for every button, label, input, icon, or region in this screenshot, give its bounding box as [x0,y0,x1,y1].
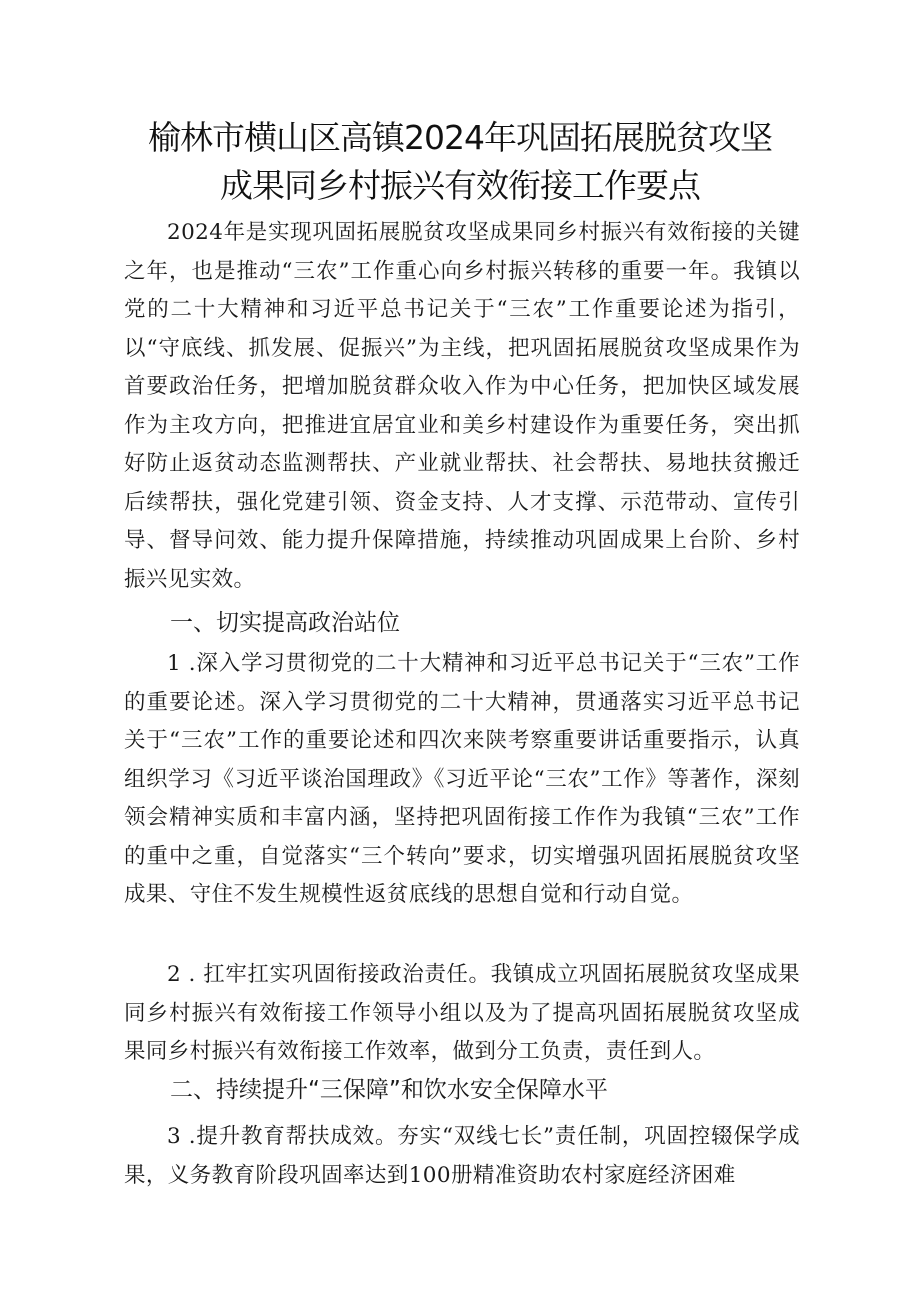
intro-paragraph: 2024年是实现巩固拓展脱贫攻坚成果同乡村振兴有效衔接的关键之年，也是推动“三农”工作重心向乡村振兴转移的重要一年。我镇以党的二十大精神和习近平总书记关于“三农”工作重要论述为指引，以“守底线、抓发展、促振兴”为主线，把巩固拓展脱贫攻坚成果作为首要政治任务，把增加脱贫群众收入作为中心任务，把加快区域发展作为主攻方向，把推进宜居宜业和美乡村建设作为重要任务，突出抓好防止返贫动态监测帮扶、产业就业帮扶、社会帮扶、易地扶贫搬迁后续帮扶，强化党建引领、资金支持、人才支撑、示范带动、宣传引导、督导问效、能力提升保障措施，持续推动巩固成果上台阶、乡村振兴见实效。 [124,220,800,592]
item-paragraph-3: 3 .提升教育帮扶成效。夯实“双线七长”责任制，巩固控辍保学成果，义务教育阶段巩固率达到100册精准资助农村家庭经济困难 [124,1124,800,1188]
section-heading-1: 一、切实提高政治站位 [170,610,400,636]
item-paragraph-2: 2 . 扛牢扛实巩固衔接政治责任。我镇成立巩固拓展脱贫攻坚成果同乡村振兴有效衔接工作领导小组以及为了提高巩固拓展脱贫攻坚成果同乡村振兴有效衔接工作效率，做到分工负责，责任到人。 [124,962,800,1064]
document-title-line2: 成果同乡村振兴有效衔接工作要点 [220,166,700,205]
document-title-line1: 榆林市横山区高镇2024年巩固拓展脱贫攻坚 [148,118,772,157]
item-paragraph-1: 1 .深入学习贯彻党的二十大精神和习近平总书记关于“三农”工作的重要论述。深入学习贯彻党的二十大精神，贯通落实习近平总书记关于“三农”工作的重要论述和四次来陕考察重要讲话重要指示，认真组织学习《习近平谈治国理政》《习近平论“三农”工作》等著作，深刻领会精神实质和丰富内涵，坚持把巩固衔接工作作为我镇“三农”工作的重中之重，自觉落实“三个转向”要求，切实增强巩固拓展脱贫攻坚成果、守住不发生规模性返贫底线的思想自觉和行动自觉。 [124,651,800,907]
section-heading-2: 二、持续提升“三保障”和饮水安全保障水平 [170,1077,608,1103]
